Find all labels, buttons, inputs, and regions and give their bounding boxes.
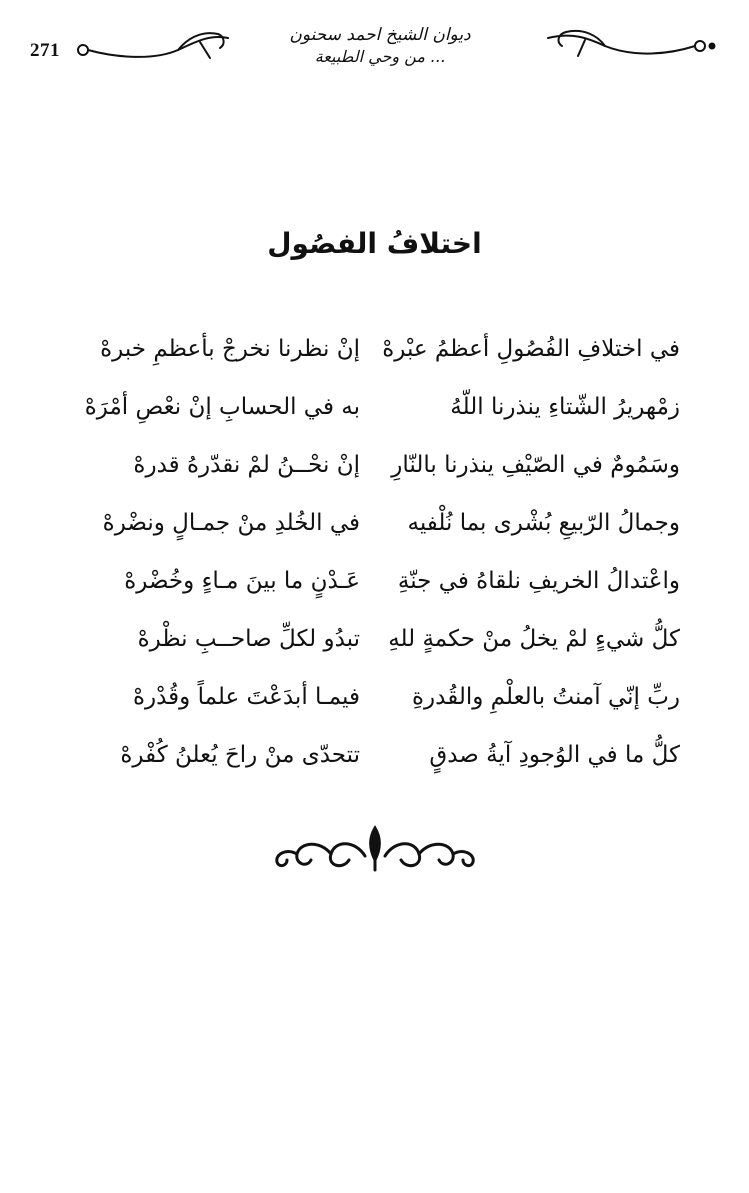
verse-first-hemistich: ربِّ إنّي آمنتُ بالعلْمِ والقُدرةِ <box>411 684 680 710</box>
verse-second-hemistich: فيمـا أبدَعْتَ علماً وقُدْرهْ <box>132 684 360 710</box>
verse-first-hemistich: كلُّ ما في الوُجودِ آيةُ صدقٍ <box>429 742 680 768</box>
verse-row <box>70 552 680 610</box>
verse-second-hemistich: به في الحسابِ إنْ نعْصِ أمْرَهْ <box>84 394 360 420</box>
poem-title: اختلافُ الفصُول <box>267 226 482 260</box>
verse-first-hemistich: وسَمُومٌ في الصّيْفِ ينذرنا بالنّارِ <box>391 452 680 478</box>
verse-row <box>70 494 680 552</box>
poem-verses <box>70 320 680 784</box>
verse-second-hemistich: في الخُلدِ منْ جمـالٍ ونضْرهْ <box>102 510 360 536</box>
verse-first-hemistich: كلُّ شيءٍ لمْ يخلُ منْ حكمةٍ للهِ <box>388 626 680 652</box>
verse-row <box>70 436 680 494</box>
section-title: ... من وحي الطبيعة <box>314 47 446 66</box>
book-title: ديوان الشيخ احمد سحنون <box>289 25 471 45</box>
page-number: 271 <box>30 40 60 61</box>
verse-first-hemistich: زمْهريرُ الشّتاءِ ينذرنا اللّهُ <box>450 394 680 420</box>
verse-first-hemistich: وجمالُ الرّبيعِ بُشْرى بما نُلْفيه <box>407 510 680 536</box>
verse-second-hemistich: إنْ نظرنا نخرجْ بأعظمِ خبرهْ <box>100 336 360 362</box>
verse-first-hemistich: واعْتدالُ الخريفِ نلقاهُ في جنّةِ <box>397 568 680 594</box>
running-header <box>230 24 530 68</box>
verse-row <box>70 610 680 668</box>
verse-row <box>70 378 680 436</box>
verse-second-hemistich: تبدُو لكلِّ صاحــبِ نظْرهْ <box>137 626 360 652</box>
verse-second-hemistich: إنْ نحْــنُ لمْ نقدّرهُ قدرهْ <box>133 452 360 478</box>
verse-row <box>70 320 680 378</box>
verse-row <box>70 668 680 726</box>
verse-second-hemistich: عَـدْنٍ ما بينَ مـاءٍ وخُضْرهْ <box>124 568 360 594</box>
verse-second-hemistich: تتحدّى منْ راحَ يُعلنُ كُفْرهْ <box>120 742 360 768</box>
verse-row <box>70 726 680 784</box>
verse-first-hemistich: في اختلافِ الفُصُولِ أعظمُ عبْرهْ <box>382 336 680 362</box>
page-header <box>0 0 749 90</box>
end-ornament-icon <box>265 820 485 880</box>
